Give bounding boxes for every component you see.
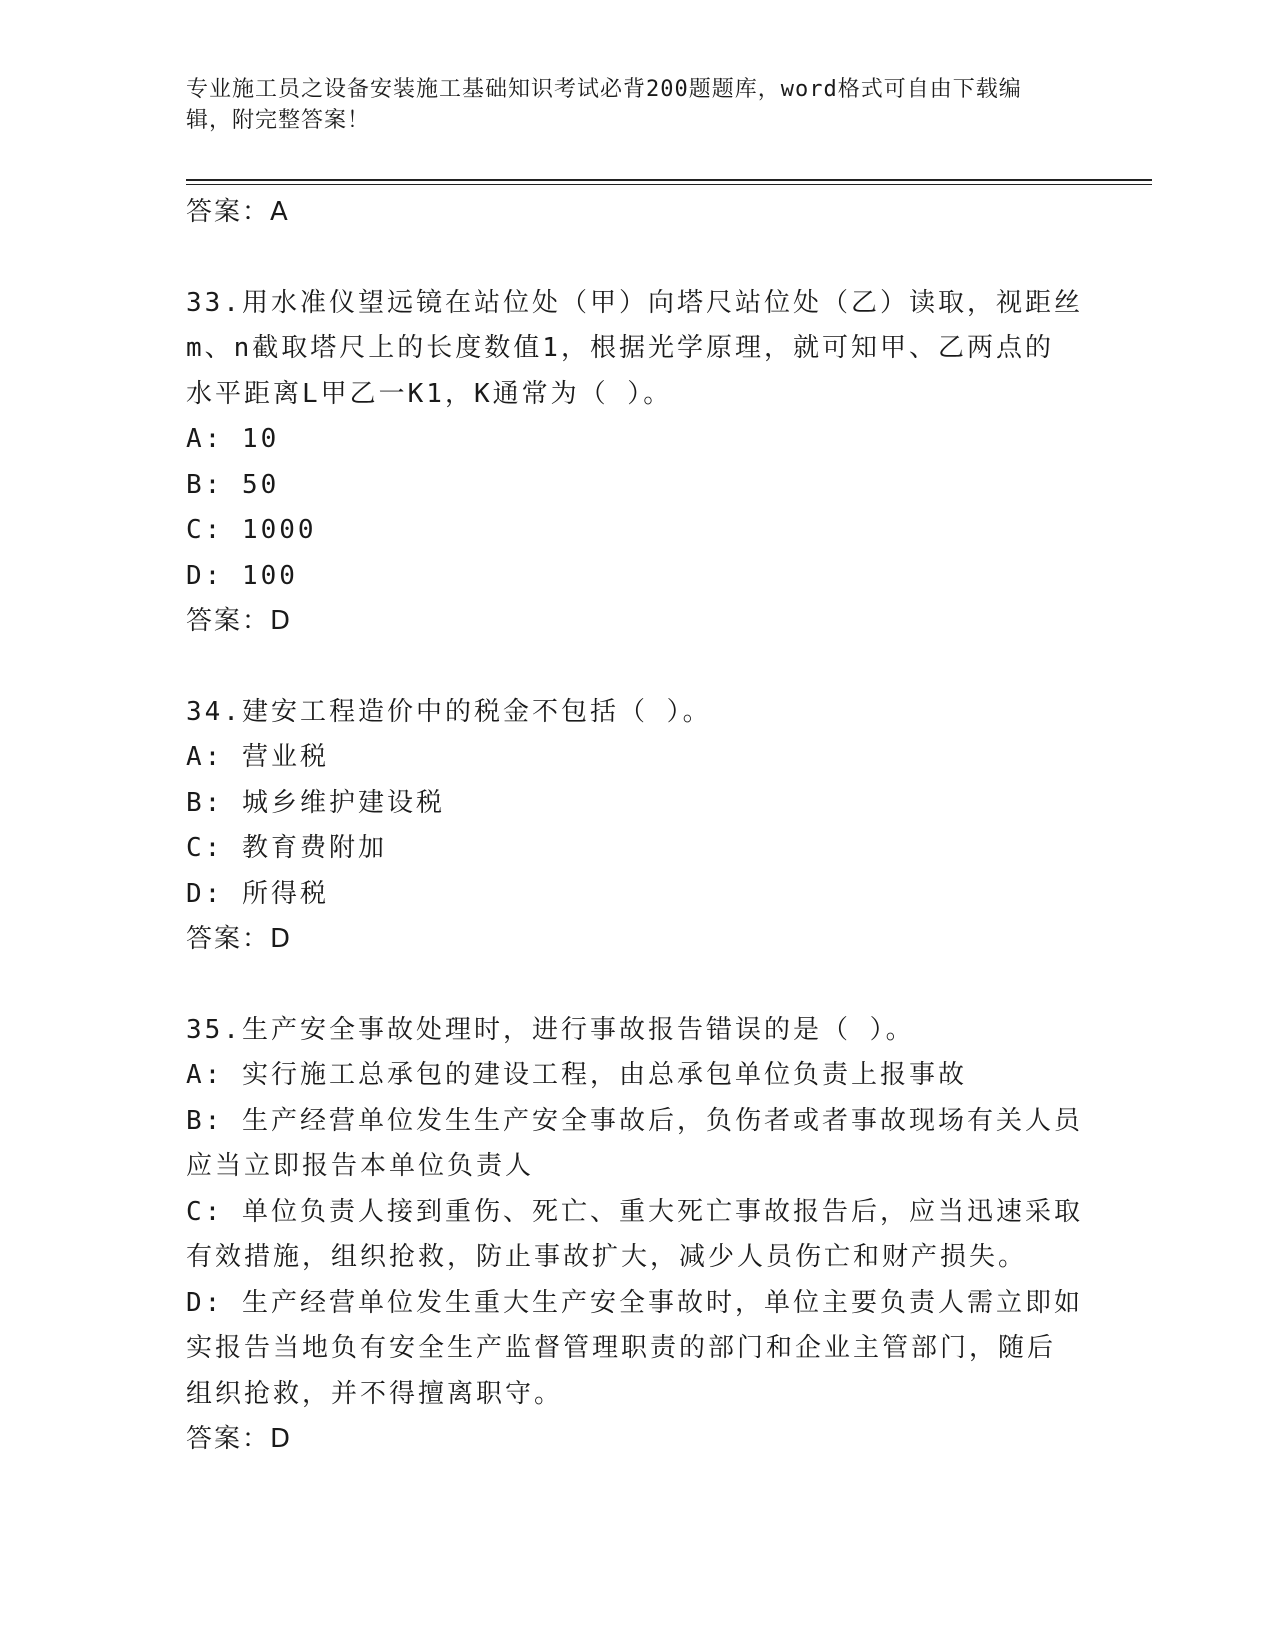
option-c-continued: 有效措施，组织抢救，防止事故扩大，减少人员伤亡和财产损失。 bbox=[186, 1242, 1028, 1272]
option-d-continued: 实报告当地负有安全生产监督管理职责的部门和企业主管部门，随后 bbox=[186, 1333, 1057, 1363]
spacer bbox=[186, 645, 1086, 690]
option-d: D: 100 bbox=[186, 560, 298, 591]
document-header bbox=[186, 74, 1066, 136]
question-stem: 34.建安工程造价中的税金不包括（ ）。 bbox=[186, 696, 712, 727]
option-b: B: 50 bbox=[186, 469, 280, 500]
spacer bbox=[186, 236, 1086, 281]
document-body bbox=[186, 190, 1086, 1463]
question-stem: 35.生产安全事故处理时，进行事故报告错误的是（ ）。 bbox=[186, 1014, 915, 1045]
header-rule-thick bbox=[186, 179, 1152, 181]
option-d: D: 生产经营单位发生重大生产安全事故时，单位主要负责人需立即如 bbox=[186, 1287, 1083, 1318]
header-title: 专业施工员之设备安装施工基础知识考试必背200题题库，word格式可自由下载编辑，附完整答案！ bbox=[186, 77, 1022, 133]
answer-line: 答案：D bbox=[186, 1424, 293, 1454]
question-stem: 水平距离L甲乙一K1，K通常为（ ）。 bbox=[186, 378, 673, 409]
answer-line: 答案：D bbox=[186, 924, 293, 954]
question-stem: m、n截取塔尺上的长度数值1，根据光学原理，就可知甲、乙两点的 bbox=[186, 333, 1054, 363]
option-a: A: 实行施工总承包的建设工程，由总承包单位负责上报事故 bbox=[186, 1060, 967, 1090]
answer-line: 答案：A bbox=[186, 197, 290, 227]
answer-line: 答案：D bbox=[186, 606, 293, 636]
option-b: B: 城乡维护建设税 bbox=[186, 787, 445, 818]
option-c: C: 1000 bbox=[186, 515, 317, 545]
option-a: A: 营业税 bbox=[186, 742, 329, 772]
option-b-continued: 应当立即报告本单位负责人 bbox=[186, 1151, 535, 1181]
option-a: A: 10 bbox=[186, 424, 280, 454]
question-stem: 33.用水准仪望远镜在站位处（甲）向塔尺站位处（乙）读取，视距丝 bbox=[186, 287, 1083, 318]
question-block bbox=[186, 1008, 1086, 1463]
option-d: D: 所得税 bbox=[186, 878, 329, 909]
option-c: C: 教育费附加 bbox=[186, 833, 387, 863]
header-rule-thin bbox=[186, 184, 1152, 185]
option-d-continued: 组织抢救，并不得擅离职守。 bbox=[186, 1378, 564, 1409]
question-block bbox=[186, 690, 1086, 963]
option-b: B: 生产经营单位发生生产安全事故后，负伤者或者事故现场有关人员 bbox=[186, 1105, 1083, 1136]
option-c: C: 单位负责人接到重伤、死亡、重大死亡事故报告后，应当迅速采取 bbox=[186, 1196, 1083, 1227]
question-block bbox=[186, 281, 1086, 645]
spacer bbox=[186, 963, 1086, 1008]
